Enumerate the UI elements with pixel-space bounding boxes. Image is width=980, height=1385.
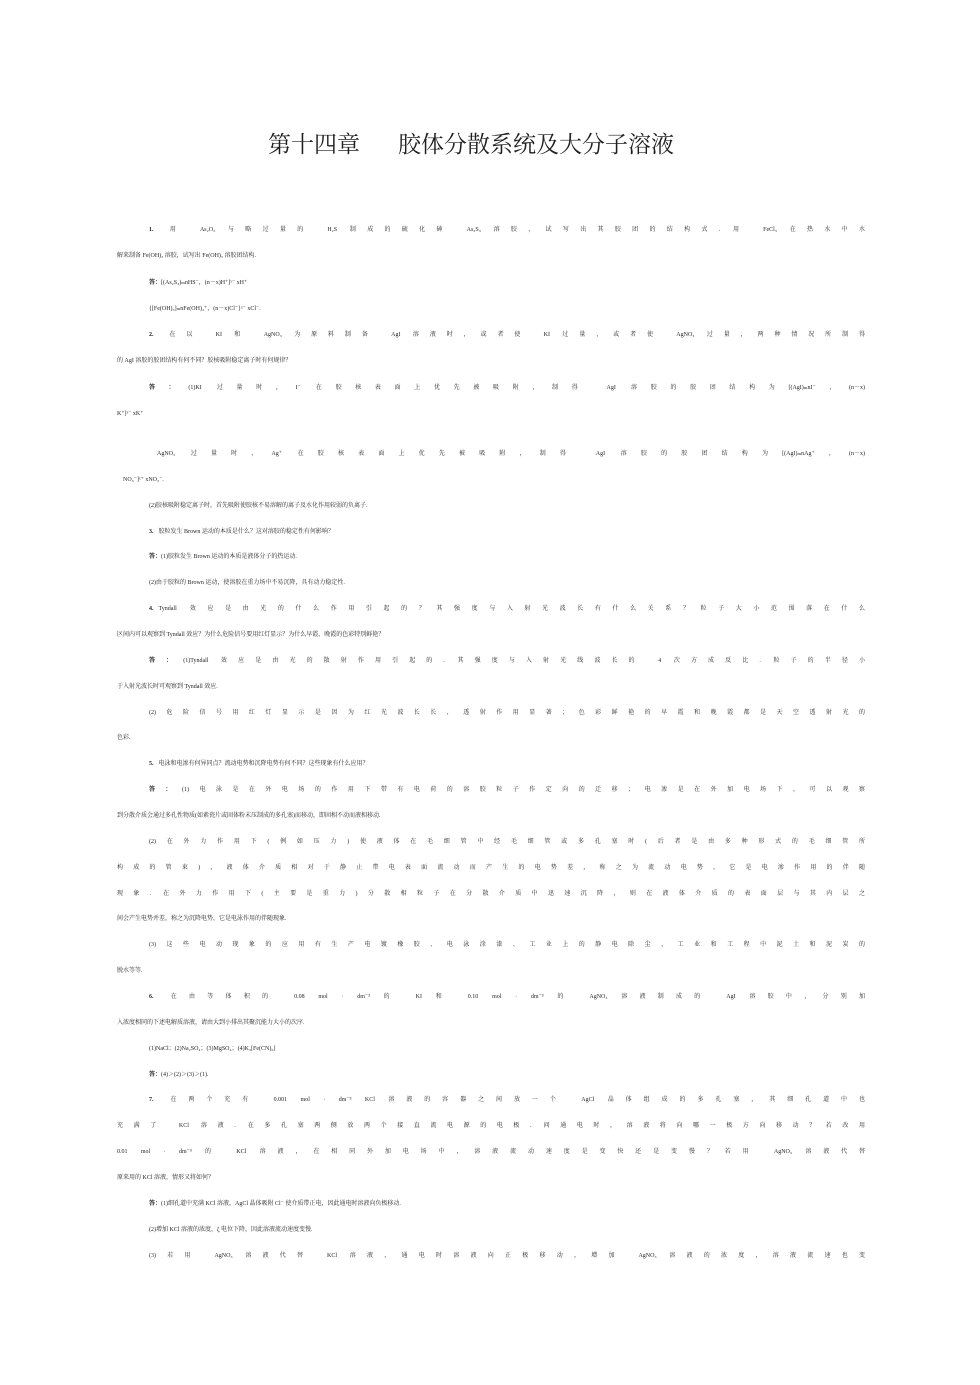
question-number: 4. [149,606,154,613]
q7-question-line-3: 0.01 mol · dm⁻³ 的 KCl 溶液，在相同外加电场中，溶液流动速度是变快还是变慢？若用 AgNO₃ 溶液代替 [117,1149,865,1156]
q1-answer-line-2: {[Fe(OH)₃]ₘnFe(OH)₂⁺，(n－x)Cl⁻}ˣ⁻ xCl⁻. [149,305,261,312]
line-text: 用 As₂O₃ 与略过量的 H₂S 制成的硫化砷 As₂S₃ 溶胶，试写出其胶团的结构式. 用 FeCl₃ 在热水中水 [158,227,865,233]
q6-answer-line-1 [117,1063,865,1089]
question-number: 2. [149,332,154,339]
q5-answer-line-1 [117,778,865,804]
page-title [268,130,674,160]
q2-answer-line-2: K⁺]ˣ⁻ xK⁺ [117,411,144,418]
line-text: (1)Tyndall 效应是由光的散射作用引起的. 其强度与入射光线波长的 4 次方成反比. 粒子的半径小 [183,657,865,664]
q4-answer-line-4: 色彩. [117,735,131,742]
q2-answer-line-3: AgNO₃ 过量时，Ag⁺ 在胶核表面上优先被吸附，制得 AgI 溶胶的胶团结构为[(AgI)ₘnAg⁺，(n－x) [157,451,865,457]
q2-question-line-2: 的 AgI 溶胶的胶团结构有何不同？胶核吸附稳定离子时有何规律？ [117,358,292,365]
q3-answer-line-1 [117,545,865,571]
question-number: 1. [149,227,154,233]
answer-label: 答： [149,279,162,286]
line-text: 电泳和电渗有何异同点？流动电势和沉降电势有何不同？这些现象有什么应用？ [158,761,369,768]
line-text: (1)电泳是在外电场的作用下带有电荷的溶胶粒子作定向的迁移；电渗是在外加电场下，可以观察 [181,787,865,794]
answer-label: 答： [149,1200,162,1207]
answer-label: 答： [149,554,162,561]
q2-answer-line-4: NO₃⁻]ˣ⁺ xNO₃⁻. [123,476,164,483]
q3-question-line-1 [117,520,865,546]
question-number: 3. [149,528,154,535]
q5-answer-line-3: (2)在外力作用下(例如压力)使液体在毛细管中经毛细管或多孔塞时(后者是由多种形式的毛细管所 [149,838,865,845]
q6-question-line-2: 入浓度相同的下述电解质溶液，请由大到小排出其聚沉能力大小的次序. [117,1019,305,1026]
line-text: [(As₂S₃)ₘnHS⁻，(n－x)H⁺]ˣ⁻ xH⁺ [161,279,248,286]
text-block-top [117,217,865,427]
q5-answer-line-7: (3)这些电动现象的应用有生产电镀橡胶、电泳涂漆、工业上的静电除尘、工业和工程中泥土和泥炭的 [149,942,865,949]
q1-question-line-2: 解来制备 Fe(OH)₃ 溶胶，试写出 Fe(OH)₃ 溶胶团结构. [117,253,257,260]
answer-label: 答： [149,787,182,794]
text-block-main [117,442,865,1270]
chapter-number: 第十四章 [268,132,360,157]
q4-answer-line-1 [117,649,865,675]
q5-answer-line-2: 到分散介质会通过多孔性物质(如素瓷片或固体粉末压制成的多孔塞)而移动，即固相不动而液相移动. [117,813,381,820]
answer-label: 答： [149,657,184,664]
q4-answer-line-3: (2)危险信号用红灯显示是因为红光波长长，透射作用显著；色彩鲜艳的早霞和晚霞都是天空透射光的 [149,709,865,716]
line-text: 在两个充有 0.001 mol · dm⁻³ KCl 溶液的容器之间放一个 AgCl 晶体组成的多孔塞，其细孔道中也 [158,1097,865,1104]
line-text: Tyndall 效应是由光的什么作用引起的？其强度与入射光波长有什么关系？粒子大小范围落在什么 [158,606,865,613]
line-text: 胶粒发生 Brown 运动的本质是什么？这对溶胶的稳定性有何影响？ [158,528,334,535]
q1-question-line-1 [117,217,865,243]
q2-answer-line-5: (2)胶核吸附稳定离子时，首先吸附使胶核不易溶解的离子及水化作用较弱的负离子. [149,502,368,509]
q4-question-line-2: 区间内可以观察到 Tyndall 效应？为什么危险信号要用红灯显示？为什么早霞、晚霞的色彩特别鲜艳？ [117,632,385,639]
q4-question-line-1 [117,597,865,623]
q2-answer-line-1 [117,375,865,401]
q6-question-line-3: (1)NaCl；(2)Na₂SO₄；(3)MgSO₄；(4)K₃[Fe(CN)₆] [149,1045,276,1052]
chapter-title: 胶体分散系统及大分子溶液 [398,132,674,157]
question-number: 7. [149,1097,154,1104]
q5-answer-line-5: 现象. 在外力作用下(主要是重力)分散相粒子在分散介质中迅速沉降，则在液体介质的表面层与其内层之 [117,890,865,897]
answer-label: 答： [149,1071,162,1078]
q7-answer-line-2: (2)增加 KCl 溶液的浓度，ζ 电位下降，因此溶液流动速度变慢. [149,1226,313,1233]
q7-answer-line-1 [117,1192,865,1218]
q5-answer-line-8: 脱水等等. [117,968,143,975]
line-text: (4)＞(2)＞(3)＞(1). [161,1071,209,1078]
q2-question-line-1 [117,322,865,348]
q5-answer-line-6: 间会产生电势并差，称之为沉降电势，它是电泳作用的伴随现象. [117,916,287,923]
q6-question-line-1 [117,985,865,1011]
line-text: (1)细孔道中充满 KCl 溶液，AgCl 晶体吸附 Cl⁻ 使介质带正电，因此通电时溶液向负极移动. [161,1200,401,1207]
q7-answer-line-3: (3)若用 AgNO₃ 溶液代替 KCl 溶液，通电时溶液向正极移动，增加 AgNO₃ 溶液的浓度，溶液流速也变 [149,1252,865,1259]
q1-answer-line-1 [117,270,865,296]
q3-answer-line-2: (2)由于胶粒的 Brown 运动，使溶胶在重力场中不易沉降，具有动力稳定性. [149,580,345,587]
q4-answer-line-2: 于入射光波长时可观察到 Tyndall 效应. [117,683,218,690]
question-number: 6. [149,994,154,1001]
answer-label: 答： [149,384,189,391]
line-text: (1)KI 过量时，I⁻ 在胶核表面上优先被吸附，制得 AgI 溶胶的胶团结构为[(AgI)ₘnI⁻，(n－x) [188,384,865,391]
q7-question-line-2: 充满了 KCl 溶液. 在多孔塞两侧放两个接直流电源的电极. 问通电时，溶液将向哪一极方向移动？若改用 [117,1123,865,1130]
q5-answer-line-4: 构成的管束)，液体介质相对于静止带电表面流动而产生的电势差，称之为流动电势，它是电渗作用的伴随 [117,864,865,871]
question-number: 5. [149,761,154,768]
line-text: 在以 KI 和 AgNO₃ 为原料制备 AgI 溶液时，或者使 KI 过量，或者使 AgNO₃ 过量，两种情况所制得 [158,332,865,339]
q7-question-line-4: 原来用的 KCl 溶液，情形又将如何？ [117,1175,215,1182]
line-text: 在由等体积的 0.08 mol · dm⁻³ 的 KI 和 0.10 mol · dm⁻³ 的 AgNO₃ 溶液制成的 AgI 溶胶中，分别加 [158,994,865,1001]
q7-question-line-1 [117,1088,865,1114]
line-text: (1)胶粒发生 Brown 运动的本质是液体分子的热运动. [161,554,297,561]
q5-question-line-1 [117,752,865,778]
